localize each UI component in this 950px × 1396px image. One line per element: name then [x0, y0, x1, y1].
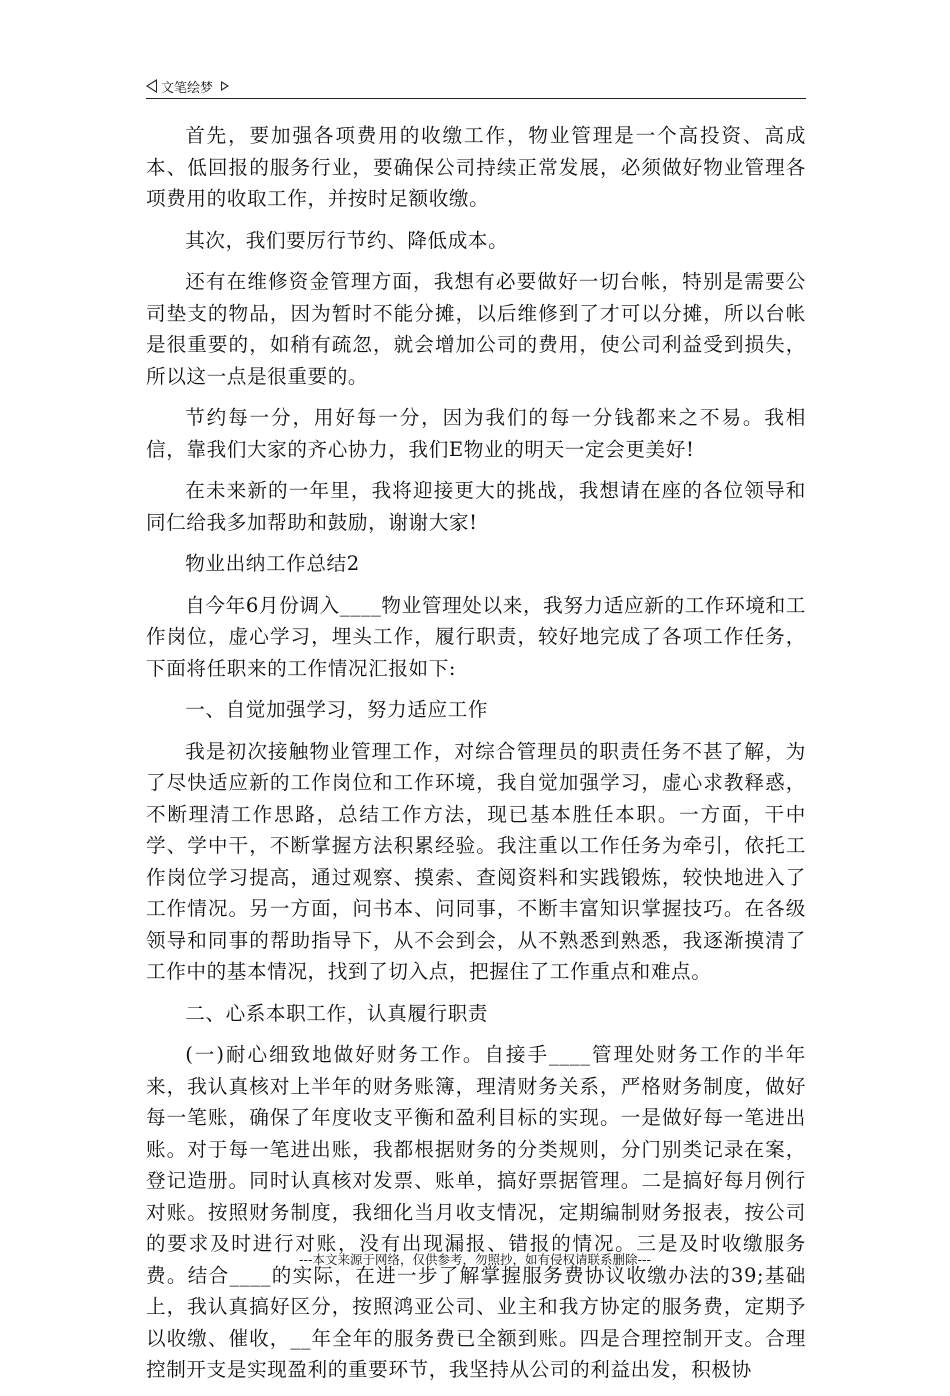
paragraph: 还有在维修资金管理方面，我想有必要做好一切台帐，特别是需要公司垫支的物品，因为暂时不能分摊，以后维修到了才可以分摊，所以台帐是很重要的，如稍有疏忽，就会增加公司的费用，使公司利益受到损失，所以这一点是很重要的。	[146, 270, 806, 388]
section-title: 物业出纳工作总结2	[185, 552, 360, 575]
section-heading: 一、自觉加强学习，努力适应工作	[185, 698, 489, 721]
paragraph: 节约每一分，用好每一分，因为我们的每一分钱都来之不易。我相信，靠我们大家的齐心协力，我们E物业的明天一定会更美好!	[146, 406, 806, 461]
paragraph: 自今年6月份调入____物业管理处以来，我努力适应新的工作环境和工作岗位，虚心学习，埋头工作，履行职责，较好地完成了各项工作任务，下面将任职来的工作情况汇报如下:	[146, 593, 806, 680]
header-brand: 文笔绘梦	[161, 80, 214, 96]
footer-notice: ---本文来源于网络，仅供参考，勿照抄，如有侵权请联系删除---	[298, 1252, 652, 1267]
triangle-right-icon	[221, 81, 229, 91]
paragraph: 首先，要加强各项费用的收缴工作，物业管理是一个高投资、高成本、低回报的服务行业，要确保公司持续正常发展，必须做好物业管理各项费用的收取工作，并按时足额收缴。	[146, 124, 806, 210]
paragraph: (一)耐心细致地做好财务工作。自接手____管理处财务工作的半年来，我认真核对上半年的财务账簿，理清财务关系，严格财务制度，做好每一笔账，确保了年度收支平衡和盈利目标的实现。一是做好每一笔进出账。对于每一笔进出账，我都根据财务的分类规则，分门别类记录在案，登记造册。同时认真核对发票、账单，搞好票据管理。二是搞好每月例行对账。按照财务制度，我细化当月收支情况，定期编制财务报表，按公司的要求及时进行对账，没有出现漏报、错报的情况。三是及时收缴服务费。结合____的实际，在进一步了解掌握服务费协议收缴办法的39;基础上，我认真搞好区分，按照鸿亚公司、业主和我方协定的服务费，定期予以收缴、催收，__年全年的服务费已全额到账。四是合理控制开支。合理控制开支是实现盈利的重要环节，我坚持从公司的利益出发，积极协	[146, 1043, 806, 1381]
triangle-left-icon	[146, 79, 157, 93]
paragraph: 在未来新的一年里，我将迎接更大的挑战，我想请在座的各位领导和同仁给我多加帮助和鼓励，谢谢大家!	[146, 479, 806, 534]
paragraph: 其次，我们要厉行节约、降低成本。	[185, 228, 509, 252]
header-divider	[146, 98, 806, 99]
paragraph: 我是初次接触物业管理工作，对综合管理员的职责任务不甚了解，为了尽快适应新的工作岗位和工作环境，我自觉加强学习，虚心求教释惑，不断理清工作思路，总结工作方法，现已基本胜任本职。一方面，干中学、学中干，不断掌握方法积累经验。我注重以工作任务为牵引，依托工作岗位学习提高，通过观察、摸索、查阅资料和实践锻炼，较快地进入了工作情况。另一方面，问书本、问同事，不断丰富知识掌握技巧。在各级领导和同事的帮助指导下，从不会到会，从不熟悉到熟悉，我逐渐摸清了工作中的基本情况，找到了切入点，把握住了工作重点和难点。	[146, 739, 806, 983]
section-heading: 二、心系本职工作，认真履行职责	[185, 1001, 489, 1025]
page-header	[146, 74, 806, 98]
document-body	[146, 120, 806, 1396]
